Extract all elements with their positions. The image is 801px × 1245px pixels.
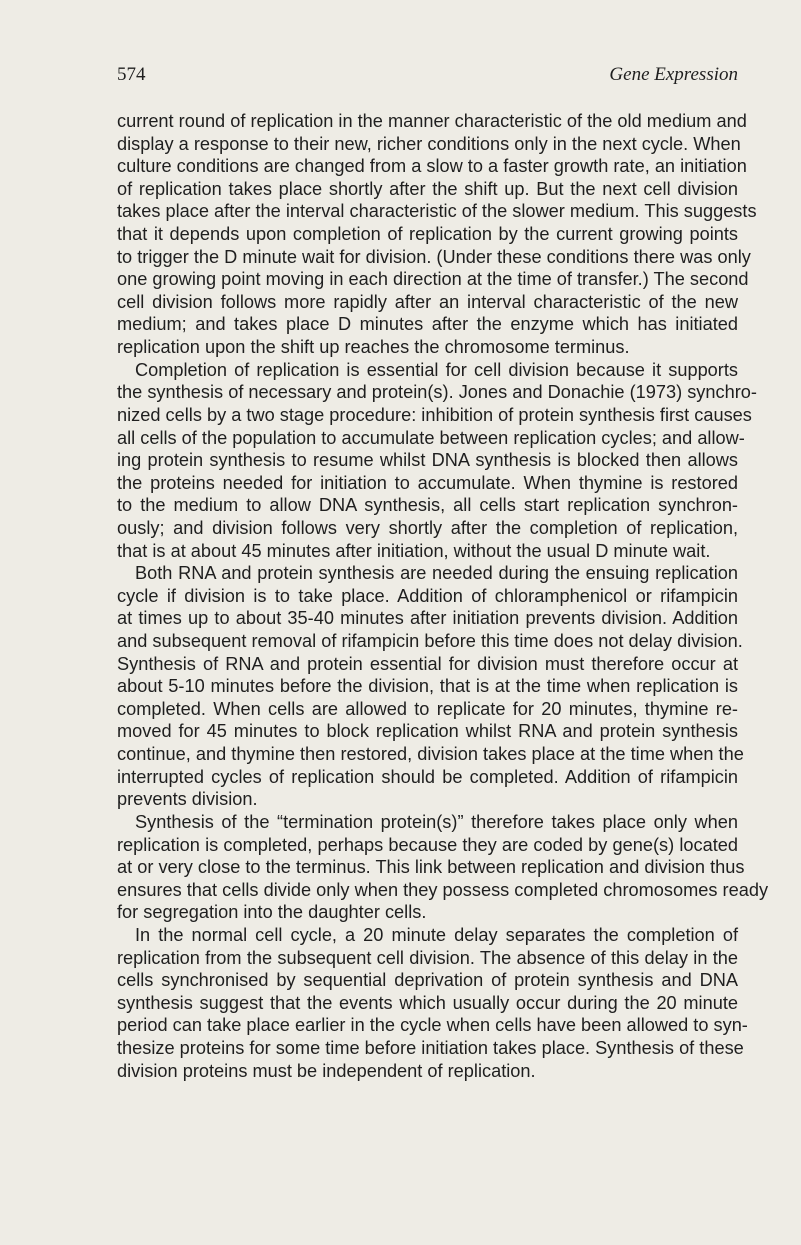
text-line: Both RNA and protein synthesis are needed during the ensuing replication: [135, 563, 738, 584]
text-line: display a response to their new, richer conditions only in the next cycle. When: [117, 133, 741, 154]
paragraph: [117, 110, 757, 359]
text-line: to trigger the D minute wait for division. (Under these conditions there was only: [117, 246, 751, 267]
text-line: about 5-10 minutes before the division, that is at the time when replication is: [117, 676, 738, 697]
text-line: cell division follows more rapidly after an interval characteristic of the new: [117, 291, 738, 312]
text-line: nized cells by a two stage procedure: inhibition of protein synthesis first causes: [117, 404, 752, 425]
text-line: to the medium to allow DNA synthesis, all cells start replication synchron-: [117, 495, 738, 516]
text-line: replication from the subsequent cell division. The absence of this delay in the: [117, 947, 738, 968]
text-line: one growing point moving in each direction at the time of transfer.) The second: [117, 269, 749, 290]
text-line: continue, and thymine then restored, division takes place at the time when the: [117, 744, 744, 765]
text-line: Completion of replication is essential for cell division because it supports: [135, 359, 738, 380]
paragraph: [117, 924, 748, 1082]
text-line: culture conditions are changed from a slow to a faster growth rate, an initiation: [117, 156, 747, 177]
text-line: thesize proteins for some time before initiation takes place. Synthesis of these: [117, 1037, 744, 1058]
text-line: synthesis suggest that the events which usually occur during the 20 minute: [117, 992, 738, 1013]
text-line: ing protein synthesis to resume whilst DNA synthesis is blocked then allows: [117, 450, 738, 471]
text-line: that is at about 45 minutes after initiation, without the usual D minute wait.: [117, 540, 711, 561]
text-line: all cells of the population to accumulate between replication cycles; and allow-: [117, 427, 745, 448]
text-line: interrupted cycles of replication should be completed. Addition of rifampicin: [117, 766, 738, 787]
text-line: ously; and division follows very shortly after the completion of replication,: [117, 517, 738, 538]
text-line: prevents division.: [117, 789, 258, 810]
running-title: Gene Expression: [609, 64, 738, 85]
text-line: medium; and takes place D minutes after the enzyme which has initiated: [117, 314, 738, 335]
text-line: takes place after the interval characteristic of the slower medium. This suggests: [117, 201, 757, 222]
paragraph: [117, 811, 769, 924]
text-line: Synthesis of the “termination protein(s)” therefore takes place only when: [135, 811, 738, 832]
text-line: completed. When cells are allowed to replicate for 20 minutes, thymine re-: [117, 698, 738, 719]
text-line: current round of replication in the manner characteristic of the old medium and: [117, 111, 747, 131]
page-number: 574: [117, 64, 146, 85]
paragraph: [117, 562, 744, 811]
text-line: and subsequent removal of rifampicin before this time does not delay division.: [117, 631, 743, 652]
text-line: the proteins needed for initiation to accumulate. When thymine is restored: [117, 472, 738, 493]
text-line: moved for 45 minutes to block replication whilst RNA and protein synthesis: [117, 721, 738, 742]
text-line: of replication takes place shortly after the shift up. But the next cell division: [117, 178, 738, 199]
text-line: division proteins must be independent of replication.: [117, 1060, 536, 1081]
text-line: Synthesis of RNA and protein essential for division must therefore occur at: [117, 653, 738, 674]
text-line: replication is completed, perhaps because they are coded by gene(s) located: [117, 834, 738, 855]
body-text: [117, 110, 769, 1082]
text-line: period can take place earlier in the cycle when cells have been allowed to syn-: [117, 1015, 748, 1036]
text-line: replication upon the shift up reaches the chromosome terminus.: [117, 337, 630, 358]
text-line: cells synchronised by sequential deprivation of protein synthesis and DNA: [117, 970, 738, 991]
text-line: the synthesis of necessary and protein(s). Jones and Donachie (1973) synchro-: [117, 382, 757, 403]
text-line: In the normal cell cycle, a 20 minute delay separates the completion of: [135, 924, 738, 945]
paragraph: [117, 359, 757, 562]
text-line: that it depends upon completion of replication by the current growing points: [117, 224, 738, 245]
text-line: cycle if division is to take place. Addition of chloramphenicol or rifampicin: [117, 585, 738, 606]
text-line: for segregation into the daughter cells.: [117, 902, 427, 923]
text-line: at times up to about 35-40 minutes after initiation prevents division. Addition: [117, 608, 738, 629]
text-line: ensures that cells divide only when they possess completed chromosomes ready: [117, 879, 769, 900]
text-line: at or very close to the terminus. This link between replication and division thus: [117, 857, 745, 878]
